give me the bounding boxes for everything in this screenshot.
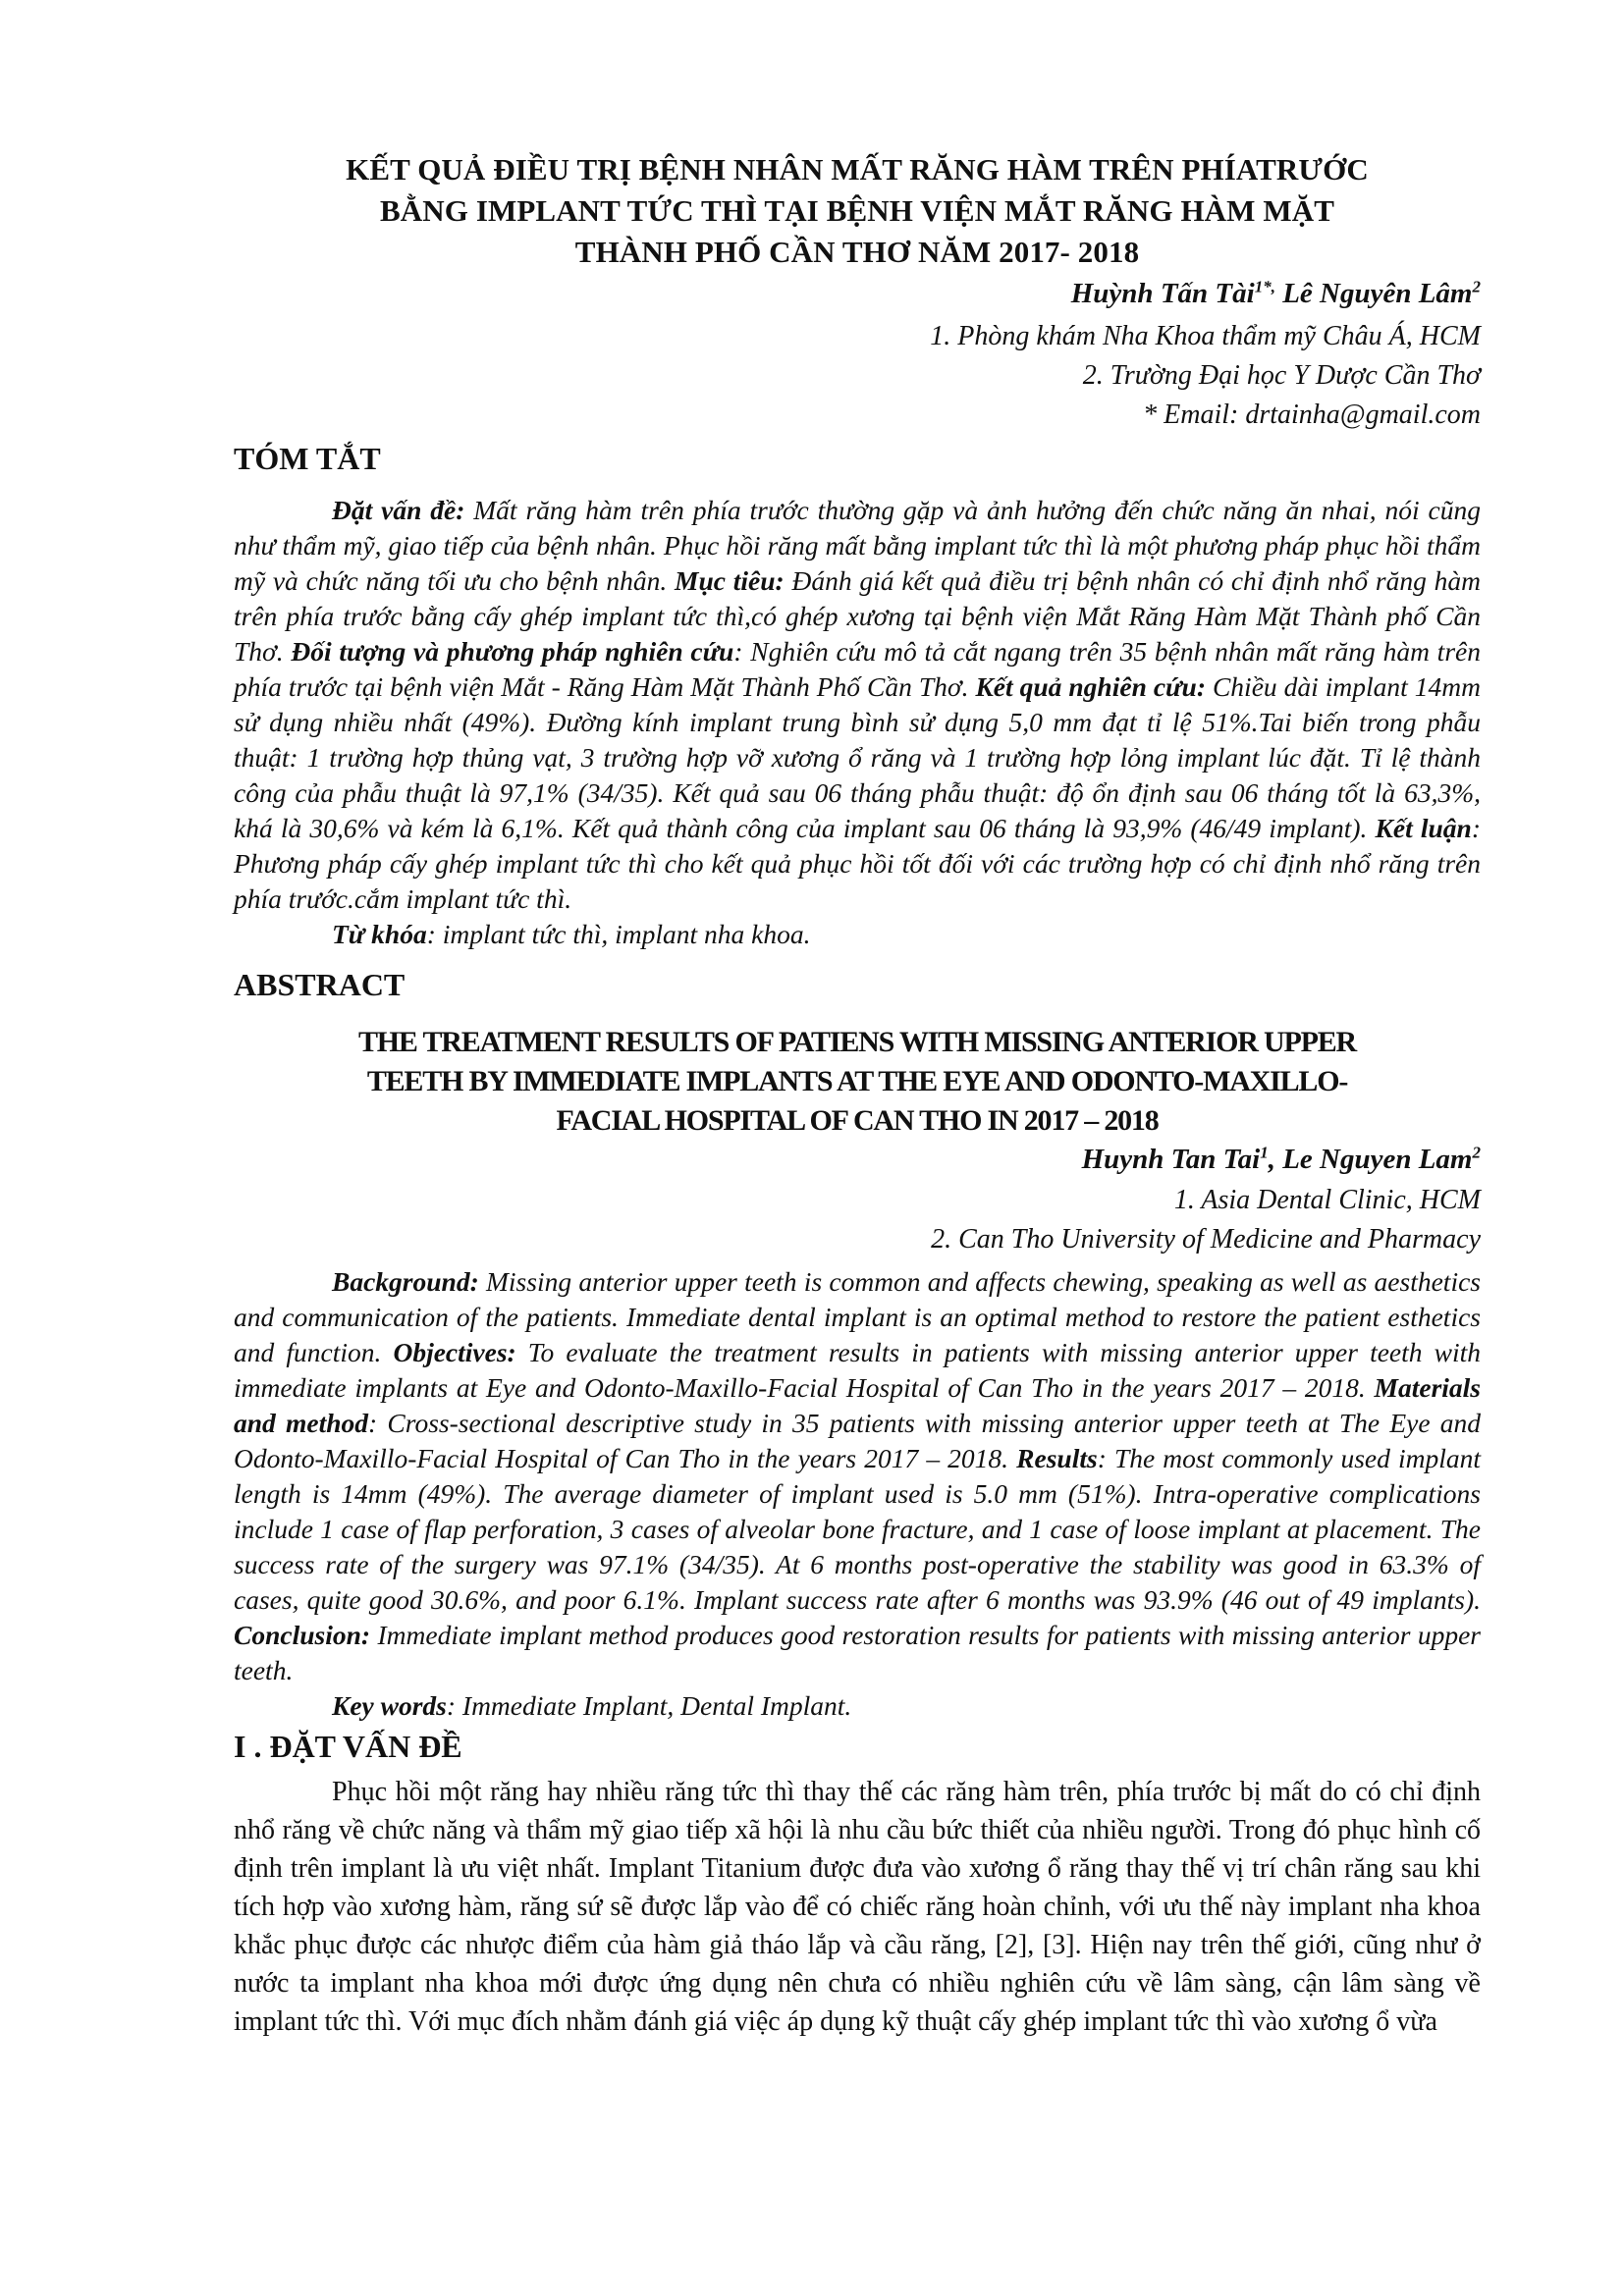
abstract-label-materials: Materials and method — [234, 1372, 1481, 1438]
summary-keywords-label: Từ khóa — [332, 919, 427, 949]
abstract-affiliation-2: 2. Can Tho University of Medicine and Pharmacy — [931, 1224, 1481, 1255]
vn-author-1-sup: 1*, — [1254, 277, 1275, 296]
vn-author-1: Huỳnh Tấn Tài — [1070, 278, 1255, 309]
abstract-affiliation-1: 1. Asia Dental Clinic, HCM — [1173, 1185, 1481, 1215]
summary-label-conclusion: Kết luận — [1375, 813, 1472, 843]
vn-email-address: : drtainha@gmail.com — [1229, 400, 1481, 430]
abstract-text-conclusion: Immediate implant method produces good restoration results for patients with missing anterior upper teeth. — [234, 1620, 1481, 1685]
abstract-label-conclusion: Conclusion: — [234, 1620, 371, 1650]
abstract-author-2: , Le Nguyen Lam — [1268, 1144, 1473, 1175]
abstract-text-objectives: To evaluate the treatment results in patients with missing anterior upper teeth with immediate implants at Eye and Odonto-Maxillo-Facial Hospital of Can Tho in the years 2017 – 2018. — [234, 1337, 1481, 1403]
abstract-title-line-2: TEETH BY IMMEDIATE IMPLANTS AT THE EYE AND ODONTO-MAXILLO- — [366, 1065, 1348, 1097]
summary-label-method: Đối tượng và phương pháp nghiên cứu — [291, 636, 734, 667]
abstract-label-background: Background: — [332, 1266, 479, 1297]
summary-keywords — [234, 917, 1481, 952]
summary-text-conclusion: : Phương pháp cấy ghép implant tức thì cho kết quả phục hồi tốt đối với các trường hợp có chỉ định nhổ răng trên phía trước.cắm implant tức thì. — [234, 813, 1481, 914]
summary-label-results: Kết quả nghiên cứu: — [975, 671, 1206, 702]
abstract-title — [234, 1023, 1481, 1141]
abstract-keywords-label: Key words — [332, 1690, 447, 1721]
abstract-label-objectives: Objectives: — [393, 1337, 516, 1367]
summary-paragraph — [234, 493, 1481, 917]
intro-paragraph: Phục hồi một răng hay nhiều răng tức thì thay thế các răng hàm trên, phía trước bị mất do có chỉ định nhổ răng về chức năng và thẩm mỹ giao tiếp xã hội là nhu cầu bức thiết của nhiều người. Trong đó phục hình cố định trên implant là ưu việt nhất. Implant Titanium được đưa vào xương ổ răng thay thế vị trí chân răng sau khi tích hợp vào xương hàm, răng sứ sẽ được lắp vào để có chiếc răng hoàn chỉnh, với ưu thế này implant nha khoa khắc phục được các nhược điểm của hàm giả tháo lắp và cầu răng, [2], [3]. Hiện nay trên thế giới, cũng như ở nước ta implant nha khoa mới được ứng dụng nên chưa có nhiều nghiên cứu về lâm sàng, cận lâm sàng về implant tức thì. Với mục đích nhằm đánh giá việc áp dụng kỹ thuật cấy ghép implant tức thì vào xương ổ vừa — [234, 1777, 1481, 2037]
abstract-text-background: Missing anterior upper teeth is common and affects chewing, speaking as well as aesthetics and communication of the patients. Immediate dental implant is an optimal method to restore the patient esthetics and function. — [234, 1266, 1481, 1367]
abstract-label-results: Results — [1016, 1443, 1098, 1473]
summary-label-objective: Mục tiêu: — [675, 565, 785, 596]
page-content — [234, 149, 1481, 2041]
abstract-author-1-sup: 1 — [1260, 1143, 1269, 1162]
vn-author-2-sup: 2 — [1472, 277, 1481, 296]
summary-text-background: Mất răng hàm trên phía trước thường gặp và ảnh hưởng đến chức năng ăn nhai, nói cũng như thẩm mỹ, giao tiếp của bệnh nhân. Phục hồi răng mất bằng implant tức thì là một phương pháp phục hồi thẩm mỹ và chức năng tối ưu cho bệnh nhân. — [234, 495, 1481, 596]
summary-text-objective: Đánh giá kết quả điều trị bệnh nhân có chỉ định nhổ răng hàm trên phía trước bằng cấy ghép implant tức thì,có ghép xương tại bệnh viện Mắt Răng Hàm Mặt Thành phố Cần Thơ. — [234, 565, 1482, 667]
summary-text-method: : Nghiên cứu mô tả cắt ngang trên 35 bệnh nhân mất răng hàm trên phía trước tại bệnh viện Mắt - Răng Hàm Mặt Thành Phố Cần Thơ. — [234, 636, 1481, 702]
summary-heading: TÓM TẮT — [234, 441, 381, 476]
abstract-authors — [234, 1141, 1481, 1178]
summary-label-background: Đặt vấn đề: — [332, 495, 465, 525]
abstract-text-results: : The most commonly used implant length is 14mm (49%). The average diameter of implant used is 5.0 mm (51%). Intra-operative complications include 1 case of flap perforation, 3 cases of alveolar bone fracture, and 1 case of loose implant at placement. The success rate of the surgery was 97.1% (34/35). At 6 months post-operative the stability was good in 63.3% of cases, quite good 30.6%, and poor 6.1%. Implant success rate after 6 months was 93.9% (46 out of 49 implants). — [234, 1443, 1481, 1615]
abstract-paragraph — [234, 1264, 1481, 1688]
summary-keywords-text: : implant tức thì, implant nha khoa. — [426, 919, 811, 949]
vn-affiliation-2: 2. Trường Đại học Y Dược Cần Thơ — [1082, 360, 1481, 391]
abstract-heading: ABSTRACT — [234, 967, 406, 1002]
vn-title-line-1: KẾT QUẢ ĐIỀU TRỊ BỆNH NHÂN MẤT RĂNG HÀM TRÊN PHÍATRƯỚC — [346, 152, 1369, 187]
vn-email — [234, 397, 1481, 434]
vn-title-line-2: BẰNG IMPLANT TỨC THÌ TẠI BỆNH VIỆN MẮT RĂNG HÀM MẶT — [380, 193, 1334, 228]
summary-text-results: Chiều dài implant 14mm sử dụng nhiều nhất (49%). Đường kính implant trung bình sử dụng 5,0 mm đạt tỉ lệ 51%.Tai biến trong phẫu thuật: 1 trường hợp thủng vạt, 3 trường hợp vỡ xương ổ răng và 1 trường hợp lỏng implant lúc đặt. Tỉ lệ thành công của phẫu thuật là 97,1% (34/35). Kết quả sau 06 tháng phẫu thuật: độ ổn định sau 06 tháng tốt là 63,3%, khá là 30,6% và kém là 6,1%. Kết quả thành công của implant sau 06 tháng là 93,9% (46/49 implant). — [234, 671, 1481, 843]
abstract-author-1: Huynh Tan Tai — [1081, 1144, 1261, 1175]
vn-authors — [234, 275, 1481, 312]
abstract-title-line-1: THE TREATMENT RESULTS OF PATIENS WITH MISSING ANTERIOR UPPER — [357, 1026, 1357, 1058]
vn-affiliation-1: 1. Phòng khám Nha Khoa thẩm mỹ Châu Á, HCM — [930, 321, 1481, 351]
vn-author-2: Lê Nguyên Lâm — [1274, 278, 1473, 309]
intro-heading: I . ĐẶT VẤN ĐỀ — [234, 1729, 462, 1764]
abstract-text-materials: : Cross-sectional descriptive study in 35 patients with missing anterior upper teeth at The Eye and Odonto-Maxillo-Facial Hospital of Can Tho in the years 2017 – 2018. — [234, 1408, 1481, 1473]
abstract-title-line-3: FACIAL HOSPITAL OF CAN THO IN 2017 – 2018 — [556, 1104, 1159, 1137]
vn-title-line-3: THÀNH PHỐ CẦN THƠ NĂM 2017- 2018 — [574, 235, 1140, 269]
abstract-author-2-sup: 2 — [1472, 1143, 1481, 1162]
abstract-keywords — [234, 1688, 1481, 1724]
abstract-keywords-text: : Immediate Implant, Dental Implant. — [446, 1690, 852, 1721]
vn-email-prefix: * Email — [1143, 400, 1230, 430]
